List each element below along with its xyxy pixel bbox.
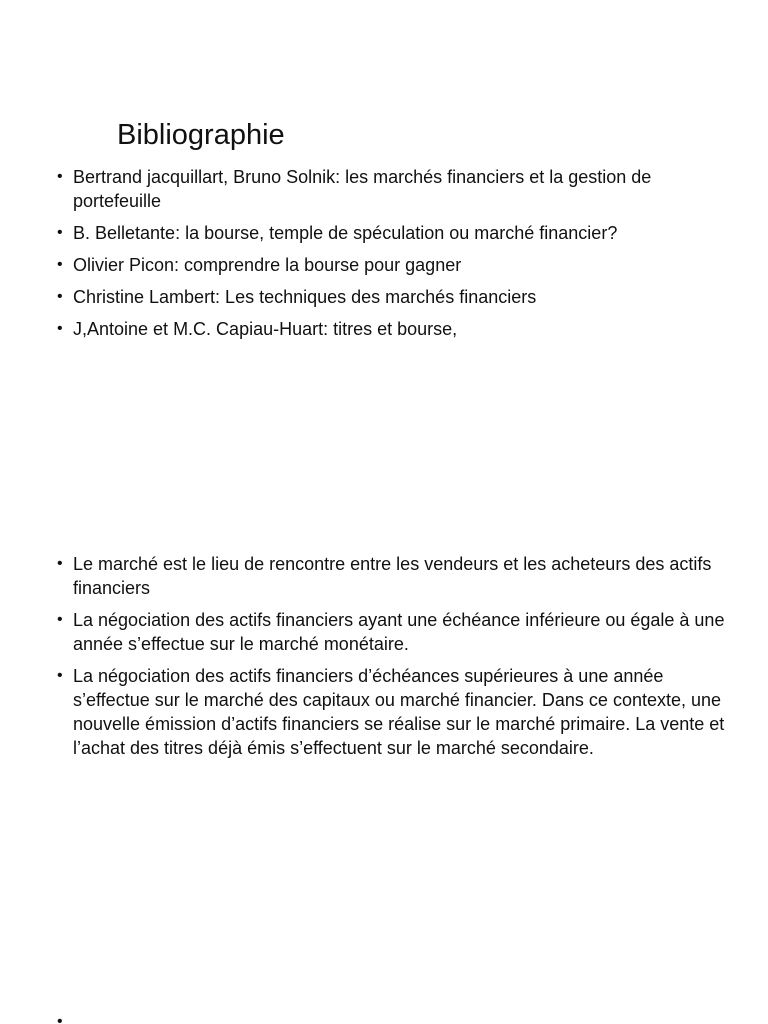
list-item-text: B. Belletante: la bourse, temple de spéculation ou marché financier?: [73, 223, 618, 243]
definition-list: [57, 552, 737, 768]
slide-title: Bibliographie: [117, 119, 285, 151]
bibliography-list: [57, 165, 737, 349]
list-item: [57, 221, 737, 245]
list-item: [57, 285, 737, 309]
list-item: [57, 664, 737, 760]
list-item-text: J,Antoine et M.C. Capiau-Huart: titres et bourse,: [73, 319, 458, 339]
list-item: [57, 552, 737, 600]
bullet-icon: •: [57, 667, 63, 684]
list-item: [57, 317, 737, 341]
list-item-text: Le marché est le lieu de rencontre entre les vendeurs et les acheteurs des actifs financiers: [73, 554, 712, 598]
bullet-icon: •: [57, 555, 63, 572]
bullet-icon: •: [57, 1013, 63, 1024]
list-item: [57, 608, 737, 656]
list-item-text: Bertrand jacquillart, Bruno Solnik: les marchés financiers et la gestion de portefeuille: [73, 167, 652, 211]
bullet-icon: •: [57, 611, 63, 628]
list-item-text: La négociation des actifs financiers ayant une échéance inférieure ou égale à une année s’effectue sur le marché monétaire.: [73, 610, 725, 654]
bullet-icon: •: [57, 320, 63, 337]
list-item-text: Christine Lambert: Les techniques des marchés financiers: [73, 287, 537, 307]
list-item: [57, 165, 737, 213]
list-item: [57, 253, 737, 277]
bullet-icon: •: [57, 288, 63, 305]
bullet-icon: •: [57, 256, 63, 273]
next-slide-list: [57, 1010, 737, 1024]
list-item-text: La négociation des actifs financiers d’échéances supérieures à une année s’effectue sur le marché des capitaux ou marché financier. Dans ce contexte, une nouvelle émission d’actifs financiers se réalise sur le marché primaire. La vente et l’achat des titres déjà émis s’effectuent sur le marché secondaire.: [73, 666, 725, 758]
bullet-icon: •: [57, 168, 63, 185]
list-item-text: Olivier Picon: comprendre la bourse pour gagner: [73, 255, 462, 275]
bullet-icon: •: [57, 224, 63, 241]
